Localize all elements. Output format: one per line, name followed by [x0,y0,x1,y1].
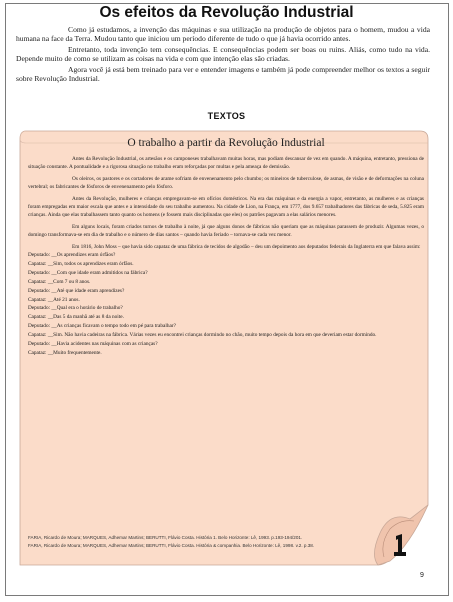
article-paragraph: Antes da Revolução, mulheres e crianças empregavam-se em ofícios domésticos. Na era das máquinas e da energia a vapor, entretanto, as mulheres e as crianças foram empregadas em maior escala que antes e a intensidade do seu trabalho aumentou. Na cidade de Lion, na França, em 1777, dos 9.657 trabalhadores das fábricas de seda, 5.825 eram crianças. Ainda que elas trabalhassem tanto quanto os homens (e fossem mais disciplinadas que eles) os patrões pagavam a elas salários menores. [28,196,424,218]
dialog-line [28,340,424,349]
intro-text [16,25,430,85]
reference-item: FARIA, Ricardo de Moura; MARQUES, Adhemar Martins; BERUTTI, Flávio Costa. História & companhia. Belo Horizonte: Lê, 1998. v.2. p.38. [28,543,315,549]
dialog-text: __Muito frequentemente. [47,349,102,356]
dialog-speaker: Deputado: [28,287,51,294]
section-label: TEXTOS [207,111,246,121]
dialog-line [28,269,424,278]
dialog-speaker: Capataz: [28,332,47,339]
dialog-line [28,260,424,269]
dialog-text: __Com 7 ou 8 anos. [47,278,91,285]
dialog-text: __Até que idade eram aprendizes? [51,287,125,294]
page-corner-mark-icon [393,534,407,556]
dialog-speaker: Deputado: [28,305,51,312]
article-title: O trabalho a partir da Revolução Industrial [127,137,325,149]
dialog-speaker: Capataz: [28,296,47,303]
dialog-speaker: Capataz: [28,314,47,321]
article-scroll [18,125,432,572]
references [28,535,358,551]
article-paragraph: Os oleiros, os pastores e os cortadores de arame sofriam de envenenamento pelo chumbo; os mineiros de tuberculose, de asmas, de visão e de deformações na coluna vertebral; os fabricantes de fósforos de envenenamento pelo fósforo. [28,176,424,190]
dialog-line [28,278,424,287]
dialog-text: __Qual era o horário de trabalho? [51,305,123,312]
dialog-line [28,304,424,313]
dialog-speaker: Capataz: [28,349,47,356]
article-paragraph: Em 1816, John Moss – que havia sido capataz de uma fábrica de tecidos de algodão – deu um depoimento aos deputados federais da Inglaterra em que falava assim: [72,244,421,250]
reference-item: FARIA, Ricardo de Moura; MARQUES, Adhemar Martins; BERUTTI, Flávio Costa. História 1. Belo Horizonte: Lê, 1993. p.193-194/201. [28,535,303,540]
dialog-line [28,287,424,296]
intro-paragraph: Agora você já está bem treinado para ver e entender imagens e também já pode compreender melhor os textos a seguir sobre Revolução Industrial. [16,65,430,84]
dialog-line [28,322,424,331]
dialog-speaker: Deputado: [28,269,51,276]
dialog-speaker: Capataz: [28,260,47,267]
page-title: Os efeitos da Revolução Industrial [99,4,354,21]
dialog-text: __Os aprendizes eram órfãos? [51,252,116,258]
dialog-speaker: Deputado: [28,252,51,258]
dialog-list [28,251,424,358]
dialog-line [28,349,424,358]
dialog-speaker: Deputado: [28,341,51,348]
dialog-text: __Das 5 da manhã até as 8 da noite. [47,314,124,321]
dialog-line [28,296,424,305]
dialog-line [28,331,424,340]
dialog-speaker: Deputado: [28,323,51,330]
page-number: 9 [420,572,424,579]
dialog-line [28,313,424,322]
dialog-speaker: Capataz: [28,278,47,285]
article-paragraph: Em alguns locais, foram criados turnos de trabalho à noite, já que alguns donos de fábricas não queriam que as máquinas parassem de produzir. Algumas vezes, o domingo transformava-se em dia de trabalho e o número de dias santos – quando havia feriado – tornava-se cada vez menor. [28,224,424,238]
dialog-text: __As crianças ficavam o tempo todo em pé para trabalhar? [51,323,176,330]
dialog-text: __Até 21 anos. [47,296,80,303]
dialog-text: __Sim, todos os aprendizes eram órfãos. [47,260,134,267]
intro-paragraph: Como já estudamos, a invenção das máquinas e sua utilização na produção de objetos para o homem, mudou a vida humana na face da Terra. Mudou tanto que iniciou um período diferente de tudo o que já havia ocorrido antes. [16,25,430,44]
article-paragraph: Antes da Revolução Industrial, os artesãos e os camponeses trabalhavam muitas horas, mas podiam descansar de vez em quando. A máquina, entretanto, pressiona de situação constante. A pontualidade e a rigorosa situação no trabalho eram reforçadas por multas e pela ameaça de demissão. [28,156,424,170]
intro-paragraph: Entretanto, toda invenção tem consequências. E consequências podem ser boas ou ruins. Aliás, como tudo na vida. Depende muito de como se utilizam as coisas na vida e com que intenção elas são criadas. [16,45,430,64]
dialog-text: __Com que idade eram admitidos na fábrica? [51,269,148,276]
dialog-text: __Havia acidentes nas máquinas com as crianças? [51,341,158,348]
dialog-text: __Sim. Não havia cadeiras na fábrica. Várias vezes eu encontrei crianças dormindo no chão, muito tempo depois da hora em que deveriam estar dormindo. [47,332,377,339]
dialog-line [28,251,424,260]
